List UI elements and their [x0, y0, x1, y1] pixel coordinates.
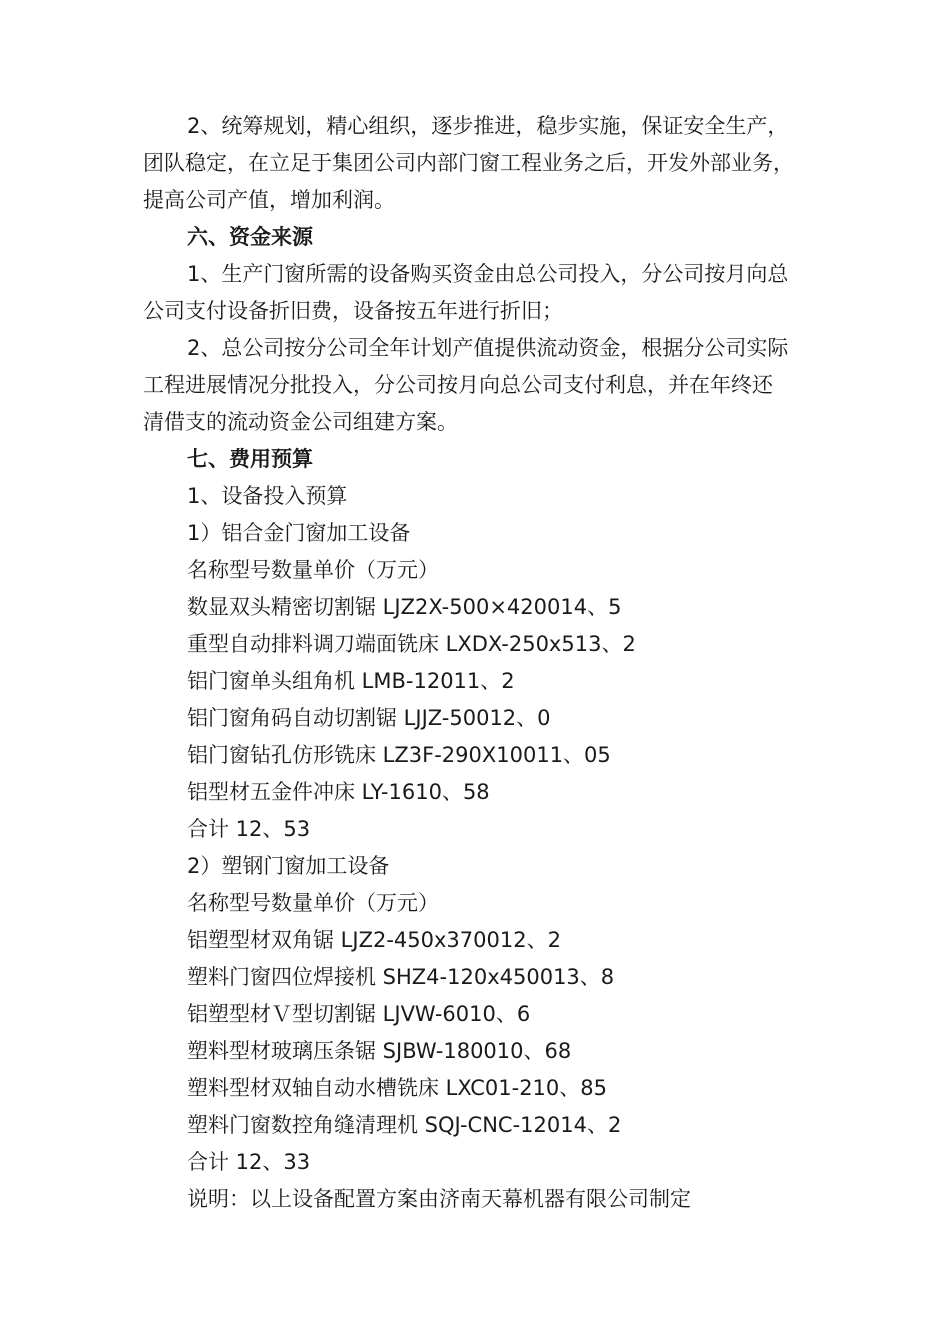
- list-header: 名称型号数量单价（万元）: [187, 558, 439, 582]
- equipment-item: 重型自动排料调刀端面铣床 LXDX-250x513、2: [187, 632, 636, 656]
- paragraph-line: 工程进展情况分批投入，分公司按月向总公司支付利息，并在年终还: [143, 373, 773, 397]
- paragraph-line: 公司支付设备折旧费，设备按五年进行折旧；: [143, 299, 563, 323]
- section-heading-budget: 七、费用预算: [187, 447, 313, 471]
- paragraph-line: 2、总公司按分公司全年计划产值提供流动资金，根据分公司实际: [187, 336, 789, 360]
- equipment-item: 铝门窗角码自动切割锯 LJJZ-50012、0: [187, 706, 551, 730]
- paragraph-line: 清借支的流动资金公司组建方案。: [143, 410, 458, 434]
- equipment-item: 铝门窗单头组角机 LMB-12011、2: [187, 669, 515, 693]
- equipment-item: 铝塑型材双角锯 LJZ2-450x370012、2: [187, 928, 561, 952]
- paragraph-line: 提高公司产值，增加利润。: [143, 188, 395, 212]
- subheading-plastic-steel-equipment: 2）塑钢门窗加工设备: [187, 854, 390, 878]
- equipment-item: 塑料型材玻璃压条锯 SJBW-180010、68: [187, 1039, 572, 1063]
- paragraph-line: 1、生产门窗所需的设备购买资金由总公司投入，分公司按月向总: [187, 262, 789, 286]
- paragraph-line: 2、统筹规划，精心组织，逐步推进，稳步实施，保证安全生产，: [187, 114, 789, 138]
- equipment-item: 铝塑型材Ｖ型切割锯 LJVW-6010、6: [187, 1002, 531, 1026]
- subtotal-line: 合计 12、33: [187, 1150, 311, 1174]
- subheading-equipment-budget: 1、设备投入预算: [187, 484, 348, 508]
- note-line: 说明：以上设备配置方案由济南天幕机器有限公司制定: [187, 1187, 691, 1211]
- document-body: [143, 108, 833, 1218]
- equipment-item: 塑料型材双轴自动水槽铣床 LXC01-210、85: [187, 1076, 607, 1100]
- paragraph-line: 团队稳定，在立足于集团公司内部门窗工程业务之后，开发外部业务，: [143, 151, 794, 175]
- equipment-item: 塑料门窗数控角缝清理机 SQJ-CNC-12014、2: [187, 1113, 622, 1137]
- section-heading-funding-source: 六、资金来源: [187, 225, 313, 249]
- equipment-item: 塑料门窗四位焊接机 SHZ4-120x450013、8: [187, 965, 615, 989]
- equipment-item: 数显双头精密切割锯 LJZ2X-500×420014、5: [187, 595, 622, 619]
- subtotal-line: 合计 12、53: [187, 817, 311, 841]
- subheading-aluminum-equipment: 1）铝合金门窗加工设备: [187, 521, 411, 545]
- equipment-item: 铝型材五金件冲床 LY-1610、58: [187, 780, 490, 804]
- equipment-item: 铝门窗钻孔仿形铣床 LZ3F-290X10011、05: [187, 743, 611, 767]
- list-header: 名称型号数量单价（万元）: [187, 891, 439, 915]
